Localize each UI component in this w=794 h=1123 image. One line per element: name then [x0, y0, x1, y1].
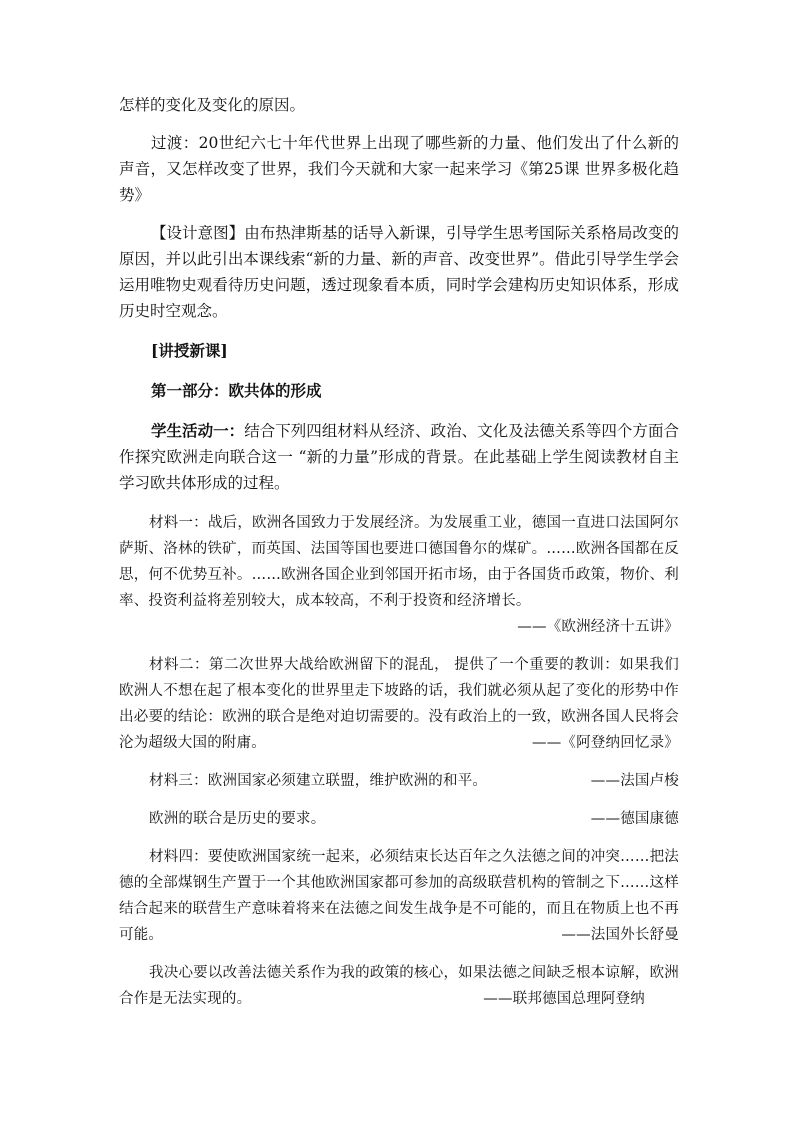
material-3a-source: ——法国卢梭	[590, 773, 679, 789]
material-3b-text: 欧洲的联合是历史的要求。	[149, 811, 326, 827]
material-3a-text: 材料三：欧洲国家必须建立联盟，维护欧洲的和平。	[149, 773, 488, 789]
material-5-source: ——联邦德国总理阿登纳	[483, 991, 645, 1007]
material-3b	[119, 806, 679, 832]
material-2-text: 材料二：第二次世界大战给欧洲留下的混乱， 提供了一个重要的教训：如果我们欧洲人不想在起了根本变化的世界里走下坡路的话，我们就必须从起了变化的形势中作出必要的结论：欧洲的联合是绝对迫切需要的。没有政治上的一致，欧洲各国人民将会沦为超级大国的附庸。	[119, 657, 679, 751]
paragraph-transition: 过渡：20世纪六七十年代世界上出现了哪些新的力量、他们发出了什么新的声音，又怎样改变了世界，我们今天就和大家一起来学习《第25课 世界多极化趋势》	[119, 134, 679, 204]
material-2-source: ——《阿登纳回忆录》	[532, 735, 679, 751]
material-5-text: 我决心要以改善法德关系作为我的政策的核心，如果法德之间缺乏根本谅解，欧洲合作是无法实现的。	[119, 965, 679, 1007]
material-2	[119, 652, 679, 756]
material-1	[119, 510, 679, 640]
design-intent-text: 由布热津斯基的话导入新课，引导学生思考国际关系格局改变的原因，并以此引出本课线索“新的力量、新的声音、改变世界”。借此引导学生学会运用唯物史观看待历史问题，透过现象看本质，同时学会建构历史知识体系，形成历史时空观念。	[119, 224, 679, 320]
material-5	[119, 960, 679, 1012]
material-3a	[119, 768, 679, 794]
paragraph-continuation: 怎样的变化及变化的原因。	[119, 96, 306, 114]
material-4-text: 材料四：要使欧洲国家统一起来，必须结束长达百年之久法德之间的冲突……把法德的全部煤钢生产置于一个其他欧洲国家都可参加的高级联营机构的管制之下……这样结合起来的联营生产意味着将来在法德之间发生战争是不可能的，而且在物质上也不再可能。	[119, 849, 679, 943]
document-content	[119, 92, 679, 1012]
material-1-text: 材料一：战后，欧洲各国致力于发展经济。为发展重工业，德国一直进口法国阿尔萨斯、洛林的铁矿，而英国、法国等国也要进口德国鲁尔的煤矿。……欧洲各国都在反思，何不优势互补。……欧洲各国企业到邻国开拓市场，由于各国货币政策，物价、利率、投资利益将差别较大，成本较高，不利于投资和经济增长。	[119, 515, 679, 609]
part-heading: 第一部分：欧共体的形成	[151, 381, 322, 400]
material-3b-source: ——德国康德	[590, 811, 679, 827]
material-1-source: ——《欧洲经济十五讲》	[517, 619, 679, 635]
activity-label: 学生活动一：	[151, 421, 245, 440]
material-4	[119, 844, 679, 948]
activity-text: 结合下列四组材料从经济、政治、文化及法德关系等四个方面合作探究欧洲走向联合这一 “新的力量”形成的背景。在此基础上学生阅读教材自主学习欧共体形成的过程。	[119, 422, 679, 492]
student-activity	[119, 418, 679, 496]
design-intent-label: 【设计意图】	[151, 224, 245, 242]
material-4-source: ——法国外长舒曼	[561, 927, 679, 943]
section-heading: [讲授新课]	[151, 341, 228, 360]
paragraph-design-intent	[119, 220, 679, 324]
